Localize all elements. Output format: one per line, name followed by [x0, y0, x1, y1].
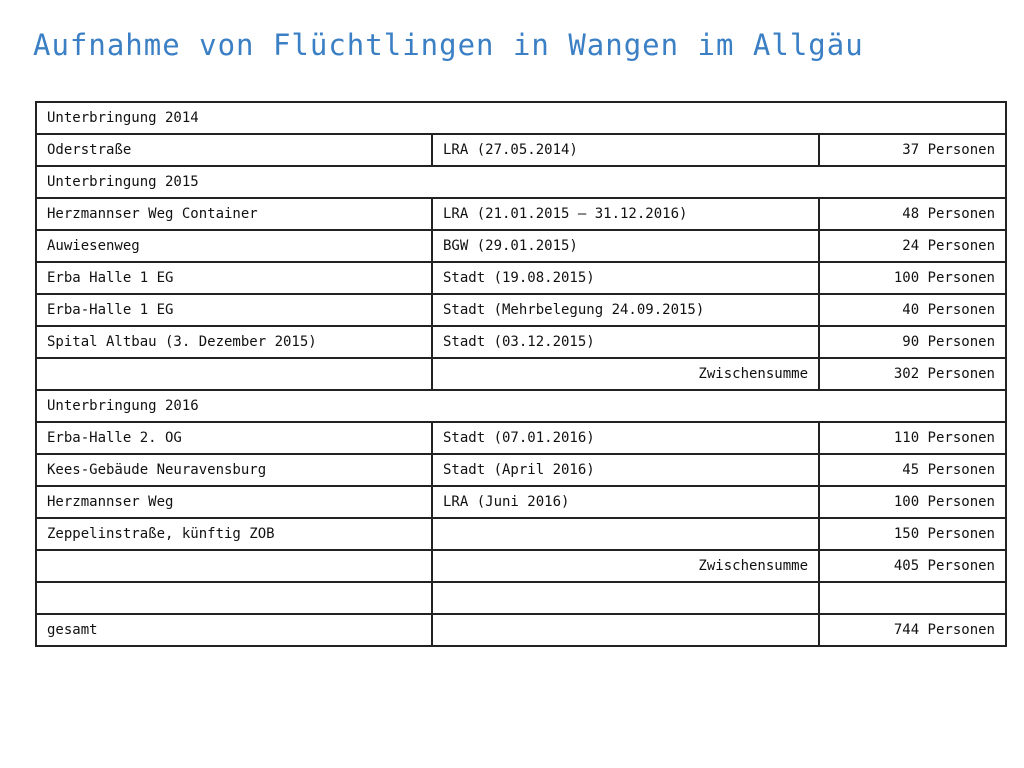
subtotal-label: Zwischensumme: [432, 550, 819, 582]
total-value: 744 Personen: [819, 614, 1006, 646]
section-label: Unterbringung 2014: [36, 102, 1006, 134]
total-row: [36, 614, 1006, 646]
persons-cell: 110 Personen: [819, 422, 1006, 454]
refugee-placement-table: [35, 101, 1007, 647]
table-row: [36, 422, 1006, 454]
source-cell: Stadt (Mehrbelegung 24.09.2015): [432, 294, 819, 326]
table-row: [36, 454, 1006, 486]
table-row: [36, 230, 1006, 262]
subtotal-value: 302 Personen: [819, 358, 1006, 390]
table-row: [36, 262, 1006, 294]
source-cell: LRA (Juni 2016): [432, 486, 819, 518]
section-row-2016: [36, 390, 1006, 422]
source-cell: BGW (29.01.2015): [432, 230, 819, 262]
section-row-2014: [36, 102, 1006, 134]
blank-row: [36, 582, 1006, 614]
location-cell: Herzmannser Weg: [36, 486, 432, 518]
persons-cell: 37 Personen: [819, 134, 1006, 166]
location-cell: Zeppelinstraße, künftig ZOB: [36, 518, 432, 550]
subtotal-row-2015: [36, 358, 1006, 390]
location-cell: Herzmannser Weg Container: [36, 198, 432, 230]
persons-cell: 40 Personen: [819, 294, 1006, 326]
empty-cell: [36, 550, 432, 582]
location-cell: Kees-Gebäude Neuravensburg: [36, 454, 432, 486]
source-cell: LRA (27.05.2014): [432, 134, 819, 166]
source-cell: Stadt (April 2016): [432, 454, 819, 486]
location-cell: Oderstraße: [36, 134, 432, 166]
persons-cell: 100 Personen: [819, 486, 1006, 518]
persons-cell: 150 Personen: [819, 518, 1006, 550]
location-cell: Spital Altbau (3. Dezember 2015): [36, 326, 432, 358]
location-cell: Erba-Halle 1 EG: [36, 294, 432, 326]
table-row: [36, 294, 1006, 326]
empty-cell: [36, 582, 432, 614]
persons-cell: 100 Personen: [819, 262, 1006, 294]
source-cell: LRA (21.01.2015 – 31.12.2016): [432, 198, 819, 230]
subtotal-label: Zwischensumme: [432, 358, 819, 390]
section-label: Unterbringung 2016: [36, 390, 1006, 422]
source-cell: [432, 614, 819, 646]
persons-cell: 45 Personen: [819, 454, 1006, 486]
table-row: [36, 486, 1006, 518]
persons-cell: 90 Personen: [819, 326, 1006, 358]
section-row-2015: [36, 166, 1006, 198]
source-cell: Stadt (19.08.2015): [432, 262, 819, 294]
empty-cell: [36, 358, 432, 390]
subtotal-row-2016: [36, 550, 1006, 582]
section-label: Unterbringung 2015: [36, 166, 1006, 198]
slide-title: Aufnahme von Flüchtlingen in Wangen im Allgäu: [33, 28, 864, 62]
source-cell: Stadt (07.01.2016): [432, 422, 819, 454]
table-row: [36, 326, 1006, 358]
table-row: [36, 518, 1006, 550]
table-row: [36, 134, 1006, 166]
location-cell: Erba-Halle 2. OG: [36, 422, 432, 454]
location-cell: Auwiesenweg: [36, 230, 432, 262]
table-row: [36, 198, 1006, 230]
location-cell: Erba Halle 1 EG: [36, 262, 432, 294]
total-label: gesamt: [36, 614, 432, 646]
source-cell: Stadt (03.12.2015): [432, 326, 819, 358]
persons-cell: 24 Personen: [819, 230, 1006, 262]
empty-cell: [819, 582, 1006, 614]
subtotal-value: 405 Personen: [819, 550, 1006, 582]
empty-cell: [432, 582, 819, 614]
persons-cell: 48 Personen: [819, 198, 1006, 230]
source-cell: [432, 518, 819, 550]
